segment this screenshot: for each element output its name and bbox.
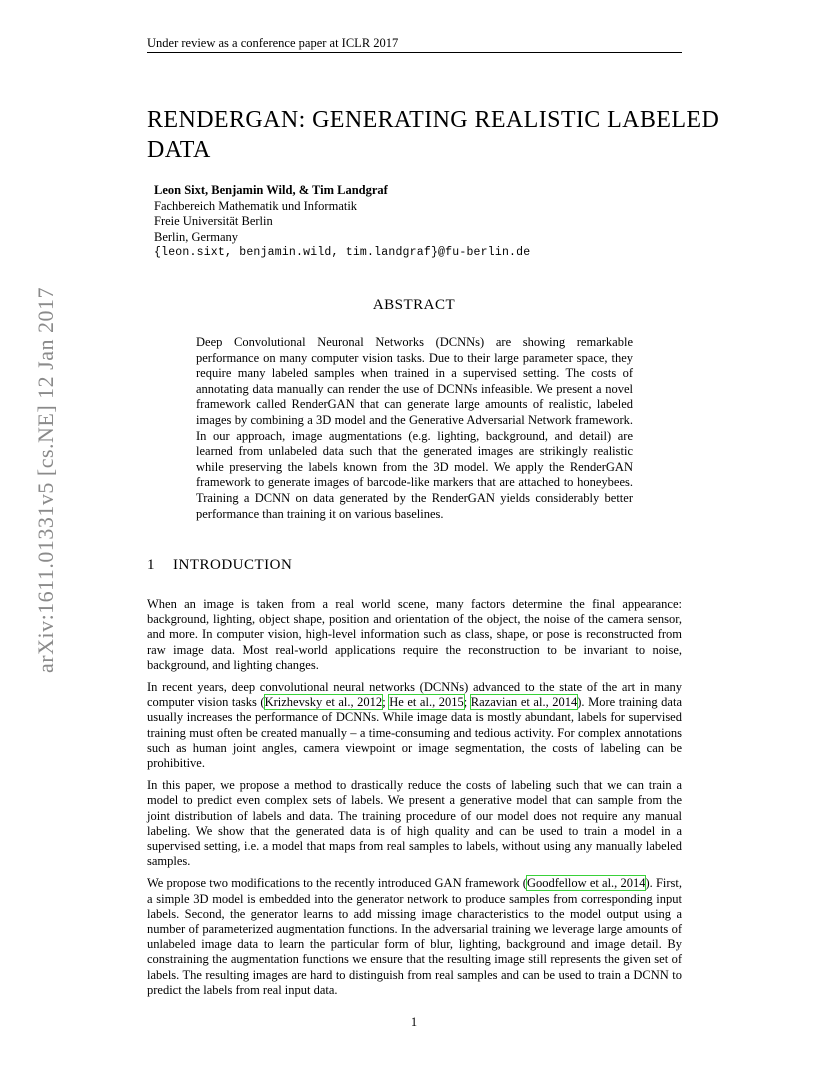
arxiv-identifier: arXiv:1611.01331v5 [cs.NE] 12 Jan 2017 xyxy=(33,286,58,674)
paragraph-text: ). First, a simple 3D model is embedded into the generator network to produce samples from corresponding input labels. Second, the generator learns to add missing image characteristics to the model output using a number of parameterized augmentation functions. In the adversarial training we leverage large amounts of unlabeled image data to learn the particular form of blur, lighting, background and image detail. By constraining the augmentation functions we ensure that the resulting image still represents the given set of labels. The resulting images are hard to distinguish from real samples and can be used to train a DCNN to predict the labels from real input data. xyxy=(147,876,682,997)
citation-link[interactable]: Goodfellow et al., 2014 xyxy=(526,876,646,891)
paragraph-text: In recent years, deep convolutional neural networks (DCNNs) advanced to the state of the art in many computer vision tasks ( xyxy=(147,680,682,710)
author-names: Leon Sixt, Benjamin Wild, & Tim Landgraf xyxy=(154,183,388,197)
affiliation-line: Berlin, Germany xyxy=(154,229,239,244)
section-title: INTRODUCTION xyxy=(173,557,293,573)
paragraph: In this paper, we propose a method to drastically reduce the costs of labeling such that we can train a model to predict even complex sets of labels. We present a generative model that can sample from the joint distribution of labels and data. The training procedure of our model does not require any manual labeling. We show that the generated data is of high quality and can be used to train a model in a supervised setting, i.e. a model that maps from real samples to labels, without using any manually labeled samples. xyxy=(147,778,682,869)
paragraph-text: ). More training data usually increases the performance of DCNNs. While image data is mostly abundant, labels for supervised training must often be created manually – a time-consuming and tedious activity. For complex annotations such as human joint angles, camera viewpoint or image segmentation, the costs of labeling can be prohibitive. xyxy=(147,695,682,771)
abstract-heading: ABSTRACT xyxy=(372,297,456,313)
running-header: Under review as a conference paper at ICLR 2017 xyxy=(147,36,399,50)
author-block xyxy=(154,183,530,261)
author-emails: {leon.sixt, benjamin.wild, tim.landgraf}@fu-berlin.de xyxy=(154,246,531,259)
title-line-2: DATA xyxy=(147,137,211,163)
citation-link[interactable]: Krizhevsky et al., 2012 xyxy=(264,695,383,710)
paragraph-text: We propose two modifications to the recently introduced GAN framework ( xyxy=(147,876,527,891)
section-number: 1 xyxy=(147,557,155,573)
paper-title xyxy=(147,105,720,165)
citation-link[interactable]: He et al., 2015 xyxy=(389,695,464,710)
section-body xyxy=(147,597,682,1005)
citation-separator: ; xyxy=(463,695,471,710)
affiliation-line: Freie Universität Berlin xyxy=(154,214,273,228)
citation-separator: ; xyxy=(382,695,390,710)
paragraph xyxy=(147,876,682,998)
affiliation-line: Fachbereich Mathematik und Informatik xyxy=(154,198,358,213)
section-heading xyxy=(147,557,292,574)
abstract-text: Deep Convolutional Neuronal Networks (DCNNs) are showing remarkable performance on many computer vision tasks. Due to their large parameter space, they require many labeled samples when trained in a supervised setting. The costs of annotating data manually can render the use of DCNNs infeasible. We present a novel framework called RenderGAN that can generate large amounts of realistic, labeled images by combining a 3D model and the Generative Adversarial Network framework. In our approach, image augmentations (e.g. lighting, background, and detail) are learned from unlabeled data such that the generated images are strikingly realistic while preserving the labels known from the 3D model. We apply the RenderGAN framework to generate images of barcode-like markers that are attached to honeybees. Training a DCNN on data generated by the RenderGAN yields considerably better performance than training it on various baselines. xyxy=(196,335,633,521)
paragraph xyxy=(147,680,682,771)
paragraph: When an image is taken from a real world scene, many factors determine the final appearance: background, lighting, object shape, position and orientation of the object, the noise of the camera sensor, and more. In computer vision, high-level information such as class, shape, or pose is reconstructed from raw image data. Most real-world applications require the reconstruction to be invariant to noise, background, and lighting changes. xyxy=(147,597,682,672)
title-line-1: RENDERGAN: GENERATING REALISTIC LABELED xyxy=(147,107,720,133)
page-number: 1 xyxy=(410,1015,418,1029)
header-rule xyxy=(147,52,682,53)
citation-link[interactable]: Razavian et al., 2014 xyxy=(470,695,578,710)
